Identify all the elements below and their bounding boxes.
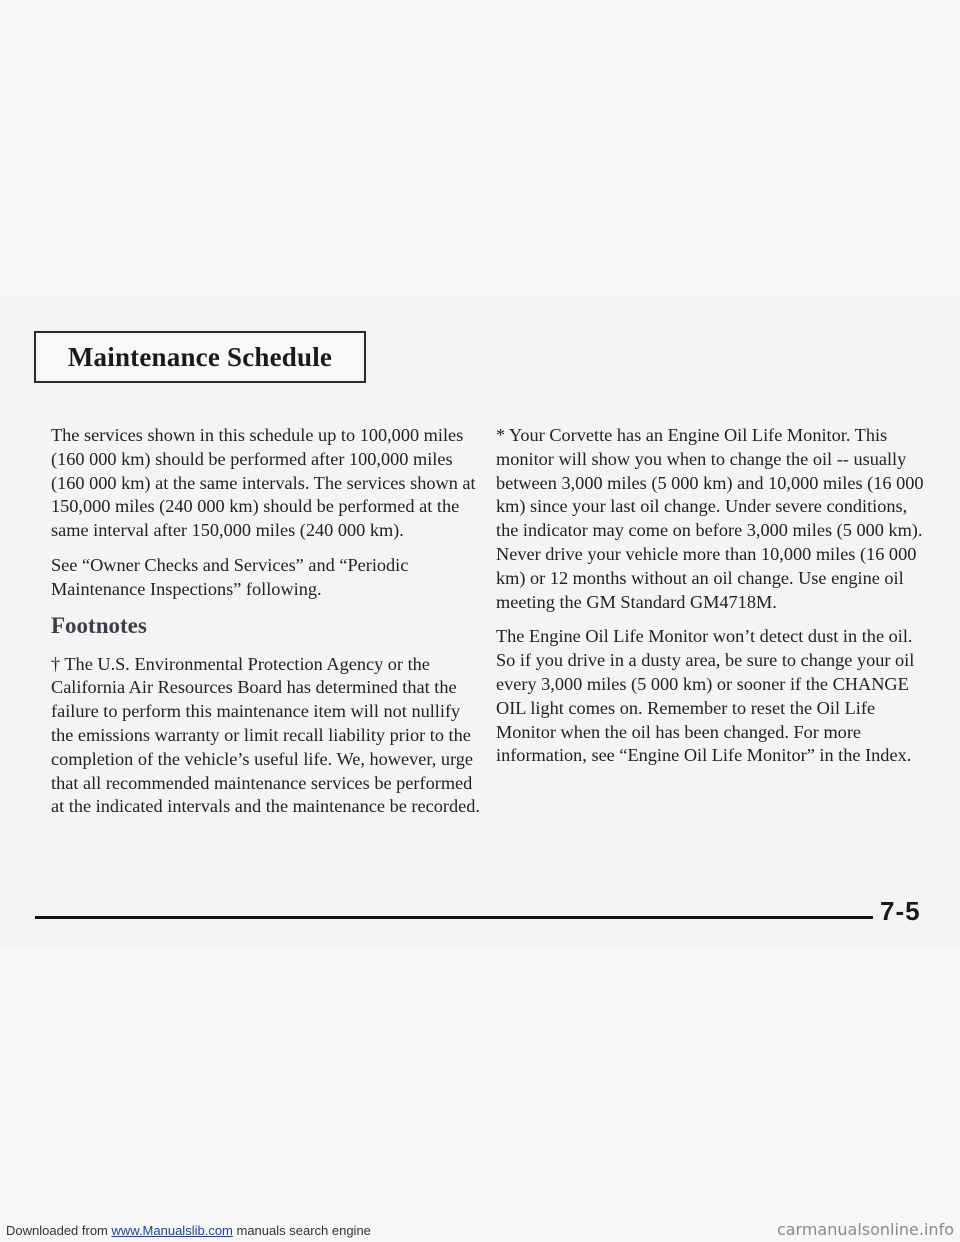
- see-also-paragraph: See “Owner Checks and Services” and “Periodic Maintenance Inspections” following.: [51, 554, 409, 599]
- download-footer: [0, 1220, 960, 1242]
- watermark-text: carmanualsonline.info: [776, 1220, 954, 1239]
- footer-text: [6, 1223, 371, 1238]
- footer-suffix: manuals search engine: [232, 1223, 371, 1238]
- footer-prefix: Downloaded from: [6, 1223, 112, 1238]
- right-column: [496, 424, 932, 779]
- left-column: [51, 424, 483, 830]
- oil-monitor-paragraph: The Engine Oil Life Monitor won’t detect dust in the oil. So if you drive in a dusty area, be sure to change your oil every 3,000 miles (5 000 km) or sooner if the CHANGE OIL light comes on. Remember to reset the Oil Life Monitor when the oil has been changed. For more information, see “Engine Oil Life Monitor” in the Index.: [496, 626, 915, 766]
- manualslib-link[interactable]: www.Manualslib.com: [111, 1223, 233, 1238]
- footer-rule: [35, 916, 873, 919]
- asterisk-footnote: * Your Corvette has an Engine Oil Life Monitor. This monitor will show you when to change the oil -- usually between 3,000 miles (5 000 km) and 10,000 miles (16 000 km) since your last oil change. Under severe conditions, the indicator may come on before 3,000 miles (5 000 km). Never drive your vehicle more than 10,000 miles (16 000 km) or 12 months without an oil change. Use engine oil meeting the GM Standard GM4718M.: [496, 425, 924, 612]
- section-header-box: [34, 331, 366, 383]
- section-title: Maintenance Schedule: [67, 341, 333, 372]
- footnotes-heading: Footnotes: [51, 612, 147, 638]
- intro-paragraph: The services shown in this schedule up to 100,000 miles (160 000 km) should be performed after 100,000 miles (160 000 km) at the same intervals. The services shown at 150,000 miles (240 000 km) should be performed at the same interval after 150,000 miles (240 000 km).: [51, 425, 476, 541]
- dagger-footnote: † The U.S. Environmental Protection Agency or the California Air Resources Board has determined that the failure to perform this maintenance item will not nullify the emissions warranty or limit recall liability prior to the completion of the vehicle’s useful life. We, however, urge that all recommended maintenance services be performed at the indicated intervals and the maintenance be recorded.: [51, 653, 480, 817]
- page-number: 7-5: [880, 896, 921, 926]
